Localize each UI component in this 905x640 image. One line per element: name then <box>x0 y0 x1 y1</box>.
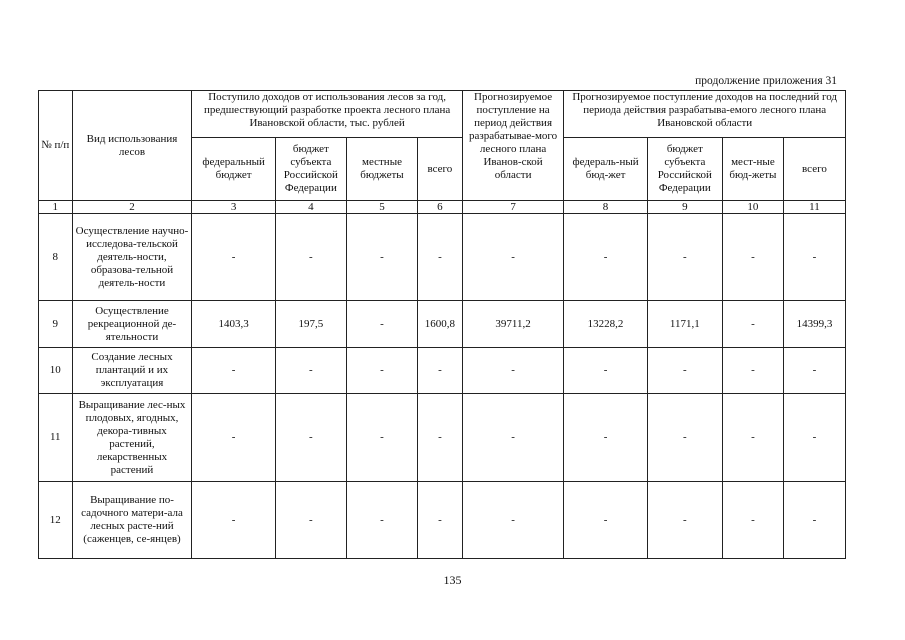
header-last-total: всего <box>783 138 845 201</box>
header-total: всего <box>418 138 463 201</box>
row-value: - <box>564 482 647 559</box>
header-last-local-budgets: мест-ные бюд-жеты <box>722 138 783 201</box>
row-value: 39711,2 <box>462 301 564 348</box>
column-number: 1 <box>39 201 73 214</box>
row-value: - <box>783 394 845 482</box>
row-value: - <box>346 482 417 559</box>
row-value: - <box>462 482 564 559</box>
row-number: 9 <box>39 301 73 348</box>
column-number: 11 <box>783 201 845 214</box>
row-value: - <box>722 301 783 348</box>
row-value: - <box>462 348 564 394</box>
column-number: 5 <box>346 201 417 214</box>
row-value: - <box>564 394 647 482</box>
header-kind: Вид использования лесов <box>72 91 192 201</box>
row-value: - <box>783 348 845 394</box>
row-value: - <box>346 301 417 348</box>
header-last-regional-budget: бюджет субъекта Российской Федерации <box>647 138 722 201</box>
row-value: - <box>192 214 275 301</box>
header-no: № п/п <box>39 91 73 201</box>
row-value: 1403,3 <box>192 301 275 348</box>
header-last-federal-budget: федераль-ный бюд-жет <box>564 138 647 201</box>
header-regional-budget: бюджет субъекта Российской Федерации <box>275 138 346 201</box>
column-number: 3 <box>192 201 275 214</box>
row-number: 8 <box>39 214 73 301</box>
row-value: - <box>275 394 346 482</box>
row-value: - <box>722 348 783 394</box>
row-value: 1171,1 <box>647 301 722 348</box>
row-kind: Осуществление рекреационной де-ятельности <box>72 301 192 348</box>
row-value: - <box>722 394 783 482</box>
row-number: 10 <box>39 348 73 394</box>
column-number: 8 <box>564 201 647 214</box>
row-value: - <box>647 214 722 301</box>
column-number: 6 <box>418 201 463 214</box>
row-value: 197,5 <box>275 301 346 348</box>
row-value: - <box>722 214 783 301</box>
row-value: - <box>192 348 275 394</box>
row-value: - <box>783 214 845 301</box>
header-local-budgets: местные бюджеты <box>346 138 417 201</box>
row-kind: Создание лесных плантаций и их эксплуатация <box>72 348 192 394</box>
row-value: - <box>462 214 564 301</box>
table-row <box>39 301 846 348</box>
row-value: - <box>418 214 463 301</box>
row-number: 12 <box>39 482 73 559</box>
row-value: - <box>647 394 722 482</box>
table-row <box>39 214 846 301</box>
row-value: 14399,3 <box>783 301 845 348</box>
row-value: - <box>192 394 275 482</box>
row-value: - <box>346 394 417 482</box>
column-number: 4 <box>275 201 346 214</box>
row-value: - <box>275 482 346 559</box>
row-value: - <box>783 482 845 559</box>
row-kind: Осуществление научно-исследова-тельской деятель-ности, образова-тельной деятель-ности <box>72 214 192 301</box>
column-number-row <box>39 201 846 214</box>
row-kind: Выращивание лес-ных плодовых, ягодных, декора-тивных растений, лекарственных растений <box>72 394 192 482</box>
header-received: Поступило доходов от использования лесов за год, предшествующий разработке проекта лесного плана Ивановской области, тыс. рублей <box>192 91 462 138</box>
header-forecast-period: Прогнозируемое поступление на период действия разрабатывае-мого лесного плана Иванов-ской области <box>462 91 564 201</box>
row-value: - <box>722 482 783 559</box>
row-kind: Выращивание по-садочного матери-ала лесных расте-ний (саженцев, се-янцев) <box>72 482 192 559</box>
row-value: - <box>346 214 417 301</box>
row-value: - <box>647 482 722 559</box>
table-row <box>39 348 846 394</box>
row-value: - <box>275 214 346 301</box>
table-row <box>39 482 846 559</box>
header-federal-budget: федеральный бюджет <box>192 138 275 201</box>
row-value: - <box>192 482 275 559</box>
column-number: 10 <box>722 201 783 214</box>
row-value: - <box>647 348 722 394</box>
table-row <box>39 394 846 482</box>
row-value: - <box>564 214 647 301</box>
header-forecast-last-year: Прогнозируемое поступление доходов на последний год периода действия разрабатыва-емого лесного плана Ивановской области <box>564 91 846 138</box>
column-number: 7 <box>462 201 564 214</box>
row-value: - <box>418 394 463 482</box>
row-number: 11 <box>39 394 73 482</box>
row-value: - <box>418 482 463 559</box>
row-value: - <box>346 348 417 394</box>
revenue-table <box>38 90 846 559</box>
column-number: 2 <box>72 201 192 214</box>
page-number: 135 <box>443 573 462 587</box>
row-value: 13228,2 <box>564 301 647 348</box>
row-value: - <box>275 348 346 394</box>
column-number: 9 <box>647 201 722 214</box>
continuation-note: продолжение приложения 31 <box>695 75 837 87</box>
row-value: - <box>462 394 564 482</box>
row-value: 1600,8 <box>418 301 463 348</box>
row-value: - <box>418 348 463 394</box>
row-value: - <box>564 348 647 394</box>
